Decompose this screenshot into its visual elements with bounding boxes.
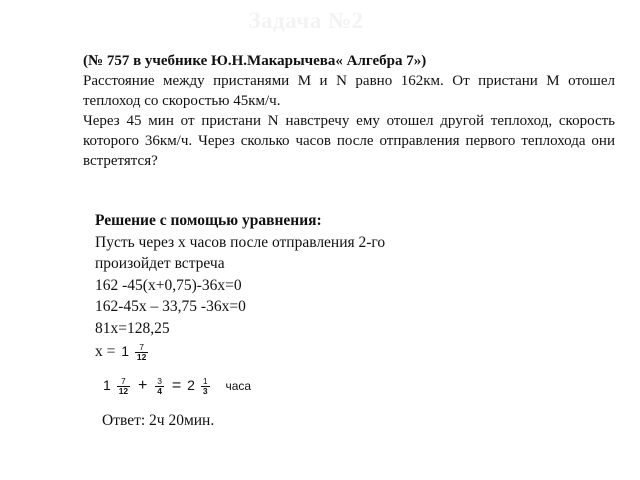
- problem-source: (№ 757 в учебнике Ю.Н.Макарычева« Алгебра 7»): [83, 53, 427, 69]
- solution-heading: Решение с помощью уравнения:: [95, 212, 322, 229]
- solution-block: [95, 210, 515, 363]
- unit-label: часа: [225, 379, 252, 394]
- problem-paragraph-2: Через 45 мин от пристани N навстречу ему отошел другой теплоход, скорость которого 36км/ч. Через сколько часов после отправления первого теплохода они встретятся?: [83, 113, 615, 169]
- equals-sign: =: [171, 377, 182, 395]
- equation-2: 162-45х – 33,75 -36х=0: [95, 298, 246, 315]
- problem-text: [83, 51, 615, 171]
- plus-sign: +: [138, 377, 148, 395]
- equation-1: 162 -45(х+0,75)-36х=0: [95, 276, 242, 294]
- solution-line-2: произойдет встреча: [95, 255, 225, 272]
- x-denominator: 12: [136, 351, 147, 362]
- sum-a-denominator: 12: [118, 386, 129, 396]
- slide-title: Задача №2: [248, 8, 364, 33]
- x-label: х =: [95, 343, 116, 360]
- x-result: [95, 341, 515, 363]
- sum-b-denominator: 4: [157, 386, 163, 396]
- problem-paragraph-1: Расстояние между пристанями М и N равно 162км. От пристани М отошел теплоход со скоростью 45км/ч.: [83, 73, 615, 109]
- sum-b-fraction: [155, 377, 164, 396]
- solution-line-1: Пусть через х часов после отправления 2-го: [95, 233, 386, 251]
- sum-c-numerator: 1: [202, 376, 208, 386]
- sum-b-numerator: 3: [157, 376, 163, 386]
- time-sum: [103, 377, 251, 396]
- answer-text: Ответ: 2ч 20мин.: [102, 412, 215, 429]
- x-whole: 1: [121, 343, 130, 359]
- sum-c-whole: 2: [187, 377, 195, 394]
- sum-a-fraction: [117, 377, 130, 396]
- sum-c-denominator: 3: [202, 386, 208, 396]
- x-fraction: [135, 343, 148, 362]
- sum-a-whole: 1: [103, 377, 111, 394]
- x-numerator: 7: [139, 341, 145, 352]
- sum-a-numerator: 7: [121, 376, 126, 386]
- equation-3: 81х=128,25: [95, 319, 170, 337]
- sum-c-fraction: [201, 377, 210, 396]
